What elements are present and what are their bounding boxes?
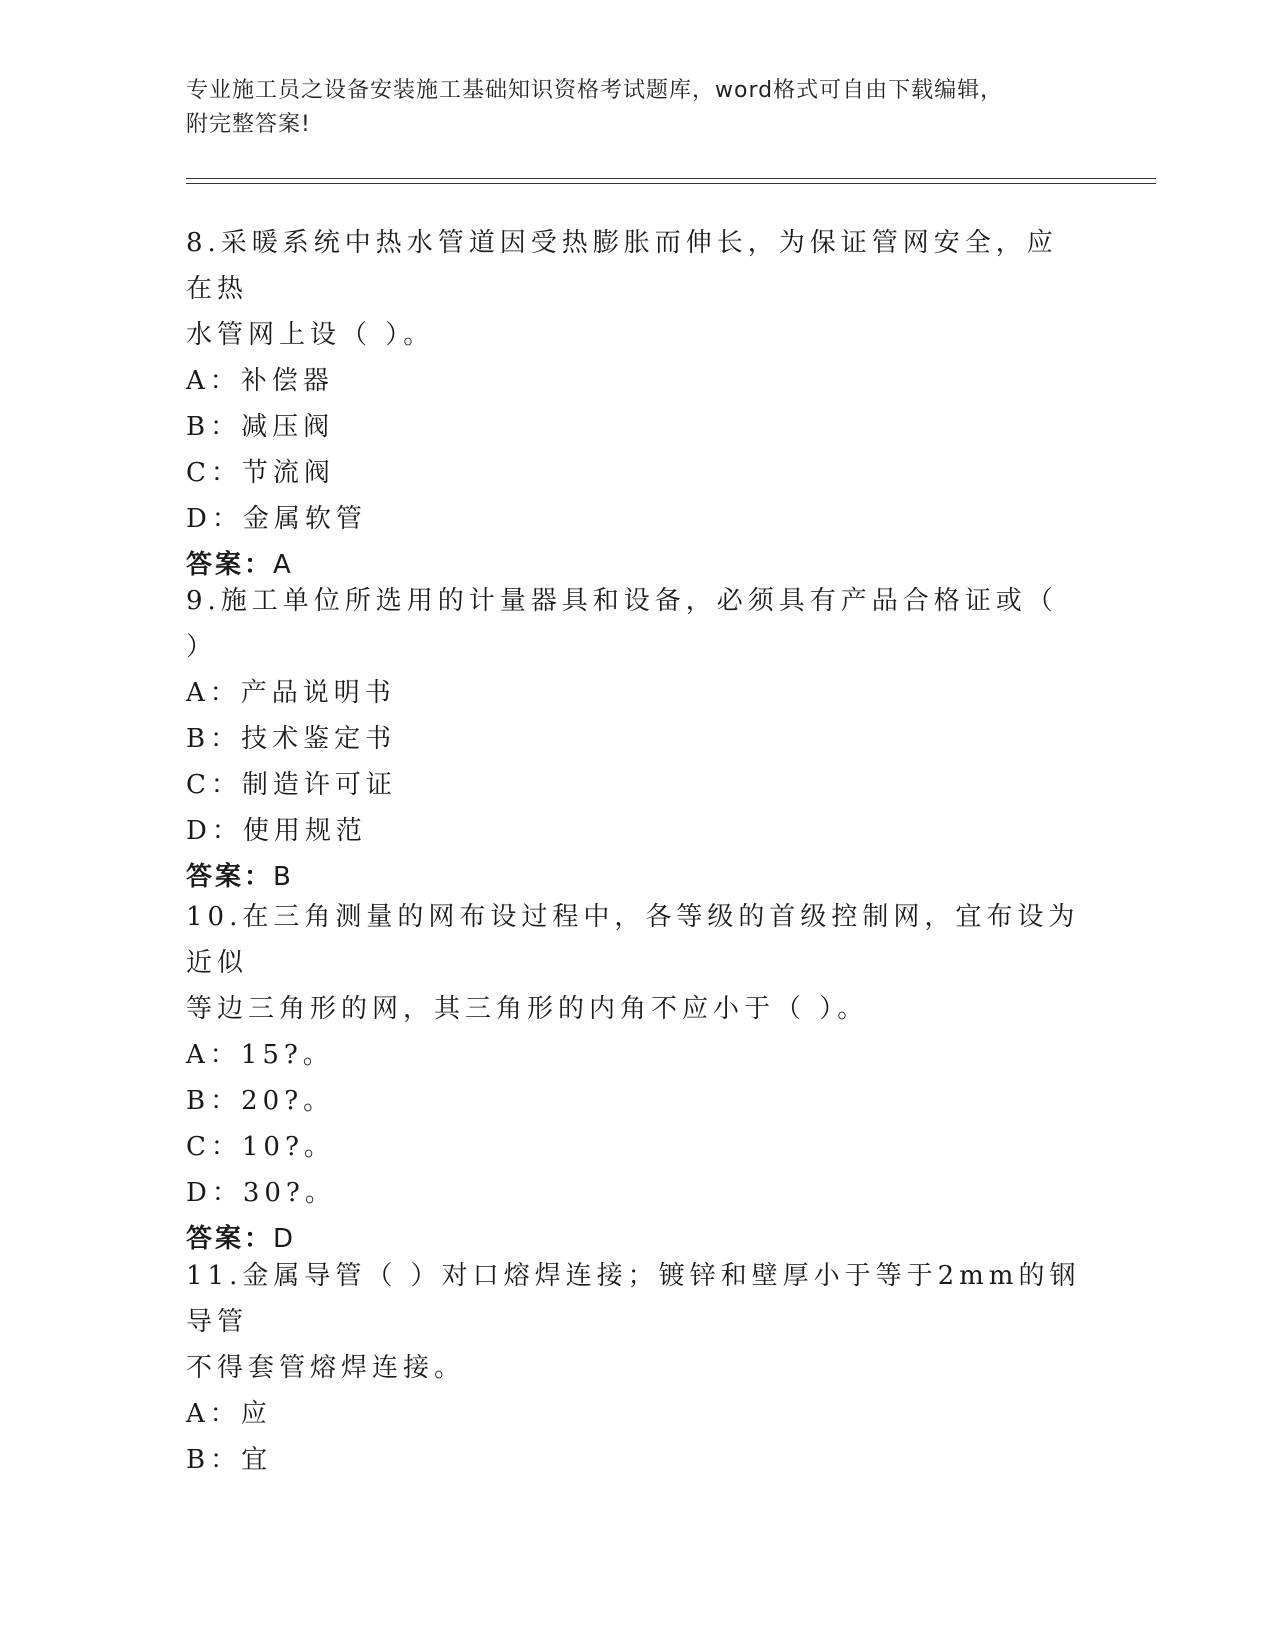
question-stem-line: 水管网上设（ ）。 (186, 320, 435, 350)
answer-value: A (273, 550, 294, 580)
question-11 (186, 1253, 1086, 1483)
option-b: B：减压阀 (186, 412, 335, 442)
option-a: A：应 (186, 1399, 272, 1429)
option-a: A：15?。 (186, 1040, 334, 1070)
header-line-1: 专业施工员之设备安装施工基础知识资格考试题库，word格式可自由下载编辑， (186, 78, 1004, 103)
option-d: D：金属软管 (186, 504, 367, 534)
option-b: B：宜 (186, 1445, 273, 1475)
question-8 (186, 220, 1086, 588)
question-9 (186, 578, 1086, 900)
answer-value: D (273, 1224, 297, 1254)
question-stem-line: 等边三角形的网，其三角形的内角不应小于（ ）。 (186, 994, 869, 1024)
question-stem-line: 9.施工单位所选用的计量器具和设备，必须具有产品合格证或（ ） (186, 586, 1058, 662)
option-d: D：30?。 (186, 1178, 336, 1208)
option-a: A：产品说明书 (186, 678, 396, 708)
question-stem-line: 10.在三角测量的网布设过程中，各等级的首级控制网，宜布设为近似 (186, 902, 1080, 978)
option-c: C：制造许可证 (186, 770, 397, 800)
option-c: C：10?。 (186, 1132, 335, 1162)
answer-label: 答案： (186, 1224, 274, 1254)
answer-label: 答案： (186, 862, 274, 892)
question-10 (186, 894, 1086, 1262)
answer-value: B (273, 862, 294, 892)
document-header (186, 74, 1086, 142)
option-b: B：20?。 (186, 1086, 335, 1116)
question-stem-line: 11.金属导管（ ）对口熔焊连接；镀锌和壁厚小于等于2mm的钢导管 (186, 1261, 1081, 1337)
question-stem-line: 8.采暖系统中热水管道因受热膨胀而伸长，为保证管网安全，应在热 (186, 228, 1058, 304)
question-stem-line: 不得套管熔焊连接。 (186, 1353, 466, 1383)
option-a: A：补偿器 (186, 366, 334, 396)
option-b: B：技术鉴定书 (186, 724, 397, 754)
header-divider-bottom (186, 183, 1156, 184)
option-d: D：使用规范 (186, 816, 367, 846)
header-line-2: 附完整答案! (186, 112, 311, 137)
header-divider-top (186, 178, 1156, 179)
option-c: C：节流阀 (186, 458, 335, 488)
answer-label: 答案： (186, 550, 274, 580)
